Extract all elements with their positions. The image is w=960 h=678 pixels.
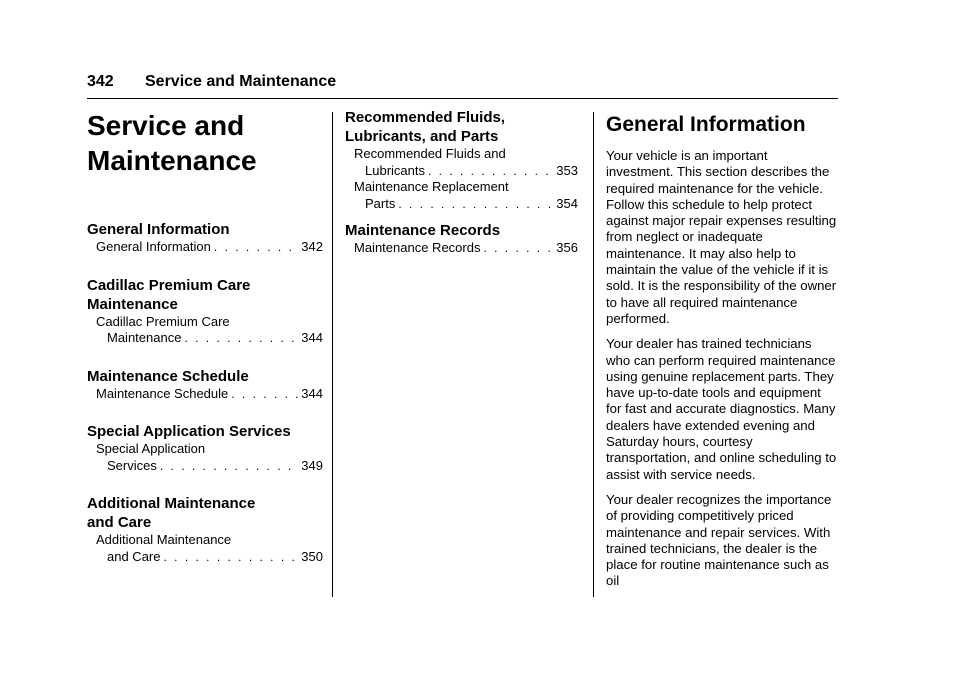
toc-column-2 — [345, 108, 578, 257]
body-paragraph: Your dealer has trained technicians who can perform required maintenance using genuine replacement parts. They have up-to-date tools and equipment for fast and accurate diagnostics. Many dealers have extended evening and Saturday hours, courtesy transportation, and online scheduling to assist with service needs. — [606, 336, 837, 482]
toc-section-title[interactable]: General Information — [87, 221, 230, 238]
toc-page-number: 350 — [301, 548, 323, 564]
page-header — [87, 72, 838, 92]
chapter-title: Service and Maintenance — [87, 110, 257, 176]
column-divider — [593, 112, 594, 597]
toc-section-title[interactable]: Maintenance Schedule — [87, 367, 249, 385]
toc-entry[interactable]: Maintenance Schedule . . . 344 — [96, 386, 323, 403]
toc-entry[interactable]: Cadillac Premium Care Maintenance . . . 344 — [96, 314, 323, 347]
toc-page-number: 344 — [301, 385, 323, 401]
toc-section-title[interactable]: Additional Maintenance and Care — [87, 495, 256, 531]
toc-entry[interactable]: Maintenance Replacement Parts . . . 354 — [354, 179, 578, 212]
toc-section — [87, 367, 323, 403]
toc-section — [87, 220, 323, 256]
toc-entry[interactable]: Recommended Fluids and Lubricants . . . 353 — [354, 146, 578, 179]
toc-column-1 — [87, 108, 323, 565]
toc-page-number: 344 — [301, 330, 323, 345]
toc-section-title[interactable]: Maintenance Records — [345, 222, 501, 239]
toc-section — [345, 221, 578, 257]
toc-section — [87, 276, 323, 347]
toc-section-title[interactable]: Recommended Fluids, Lubricants, and Parts — [345, 109, 506, 145]
body-paragraph: Your vehicle is an important investment. This section describes the required maintenance for the vehicle. Follow this schedule to help protect against major repair expenses resulting from neglect or inadequate maintenance. It may also help to maintain the value of the vehicle if it is sold. It is the responsibility of the owner to have all required maintenance performed. — [606, 148, 837, 326]
toc-section-title[interactable]: Special Application Services — [87, 423, 291, 440]
toc-page-number: 353 — [556, 162, 578, 178]
toc-page-number: 354 — [556, 195, 578, 211]
toc-entry[interactable]: Additional Maintenance and Care . . . 350 — [96, 532, 323, 565]
toc-section-title[interactable]: Cadillac Premium Care Maintenance — [87, 276, 251, 313]
toc-entry[interactable]: Special Application Services . . . 349 — [96, 441, 323, 474]
toc-page-number: 349 — [301, 457, 323, 473]
toc-section — [87, 494, 323, 565]
toc-entry[interactable]: Maintenance Records . . . 356 — [354, 240, 578, 257]
toc-page-number: 356 — [556, 240, 578, 255]
header-section-title: Service and Maintenance — [145, 73, 337, 90]
column-divider — [332, 112, 333, 597]
body-paragraph: Your dealer recognizes the importance of providing competitively priced maintenance and repair services. With trained technicians, the dealer is the place for routine maintenance such as oil — [606, 491, 832, 589]
toc-section — [345, 108, 578, 212]
toc-section — [87, 422, 323, 474]
general-information-column — [606, 108, 838, 599]
toc-entry[interactable]: General Information . . . 342 — [96, 239, 323, 256]
general-information-heading: General Information — [606, 113, 806, 136]
toc-page-number: 342 — [301, 239, 323, 254]
page-number: 342 — [87, 73, 114, 90]
header-rule — [87, 98, 838, 99]
